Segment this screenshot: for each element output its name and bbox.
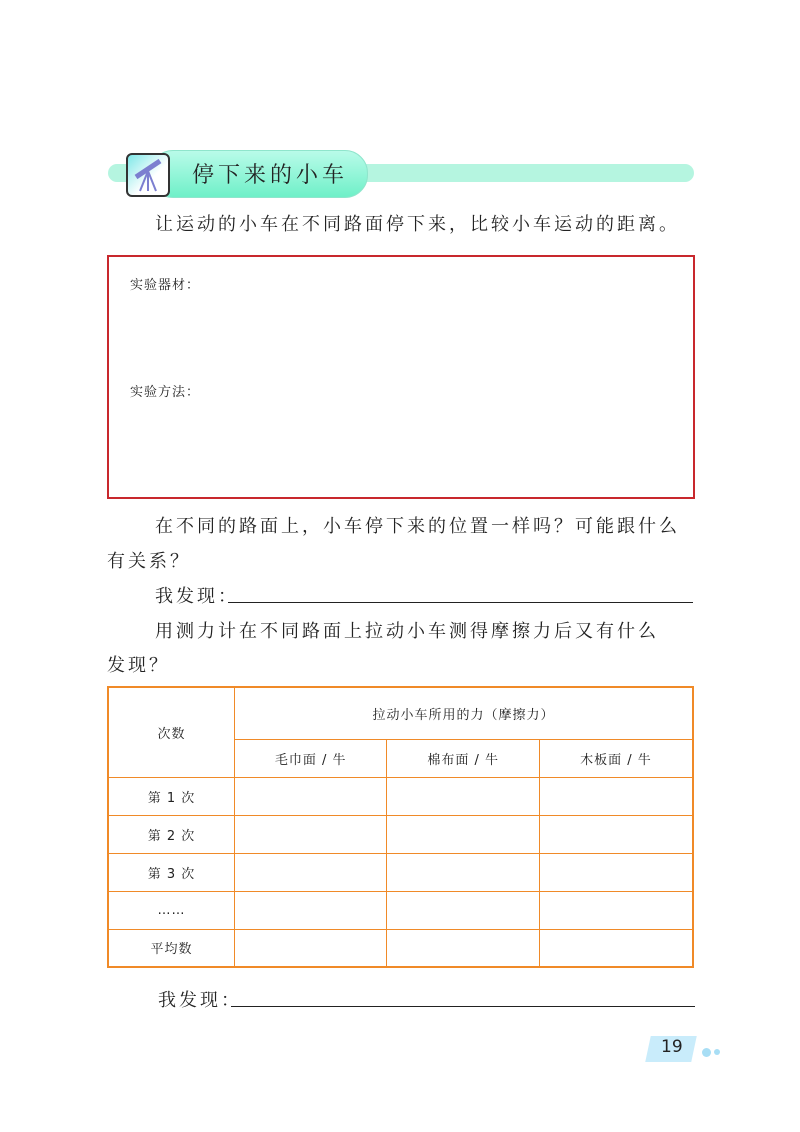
cell[interactable] [387, 777, 539, 815]
cell[interactable] [539, 929, 693, 967]
row-label: 平均数 [108, 929, 235, 967]
row-label: 第 1 次 [108, 777, 235, 815]
table-row [108, 891, 693, 929]
cell[interactable] [387, 891, 539, 929]
cell[interactable] [539, 853, 693, 891]
intro-text: 让运动的小车在不同路面停下来，比较小车运动的距离。 [155, 214, 680, 235]
method-label: 实验方法： [130, 385, 201, 400]
cell[interactable] [235, 853, 387, 891]
table-row [108, 777, 693, 815]
table-row [108, 853, 693, 891]
cell[interactable] [387, 929, 539, 967]
column-header: 棉布面 / 牛 [387, 739, 539, 777]
row-label: 第 3 次 [108, 853, 235, 891]
group-header: 拉动小车所用的力（摩擦力） [235, 687, 694, 739]
column-header: 毛巾面 / 牛 [235, 739, 387, 777]
question2-line1: 用测力计在不同路面上拉动小车测得摩擦力后又有什么 [155, 621, 659, 642]
section-title: 停下来的小车 [192, 163, 349, 188]
cell[interactable] [235, 891, 387, 929]
telescope-icon [126, 153, 170, 197]
finding2-label: 我发现： [158, 990, 242, 1011]
cell[interactable] [539, 815, 693, 853]
materials-label: 实验器材： [130, 278, 201, 293]
question1-line1: 在不同的路面上，小车停下来的位置一样吗？可能跟什么 [155, 516, 680, 537]
cell[interactable] [235, 815, 387, 853]
column-header: 木板面 / 牛 [539, 739, 693, 777]
table-row [108, 815, 693, 853]
finding1-label: 我发现： [155, 586, 239, 607]
finding1-answer-line[interactable] [228, 602, 693, 603]
cell[interactable] [539, 777, 693, 815]
cell[interactable] [235, 777, 387, 815]
friction-table [107, 686, 694, 968]
table-row [108, 929, 693, 967]
cell[interactable] [387, 815, 539, 853]
finding2-answer-line[interactable] [231, 1006, 695, 1007]
cell[interactable] [387, 853, 539, 891]
decor-dot [714, 1049, 720, 1055]
cell[interactable] [235, 929, 387, 967]
row-label: …… [108, 891, 235, 929]
cell[interactable] [539, 891, 693, 929]
question1-line2: 有关系？ [107, 551, 191, 572]
decor-dot [702, 1048, 711, 1057]
question2-line2: 发现？ [107, 655, 170, 676]
row-label: 第 2 次 [108, 815, 235, 853]
row-header: 次数 [108, 687, 235, 777]
page-number: 19 [661, 1037, 683, 1057]
